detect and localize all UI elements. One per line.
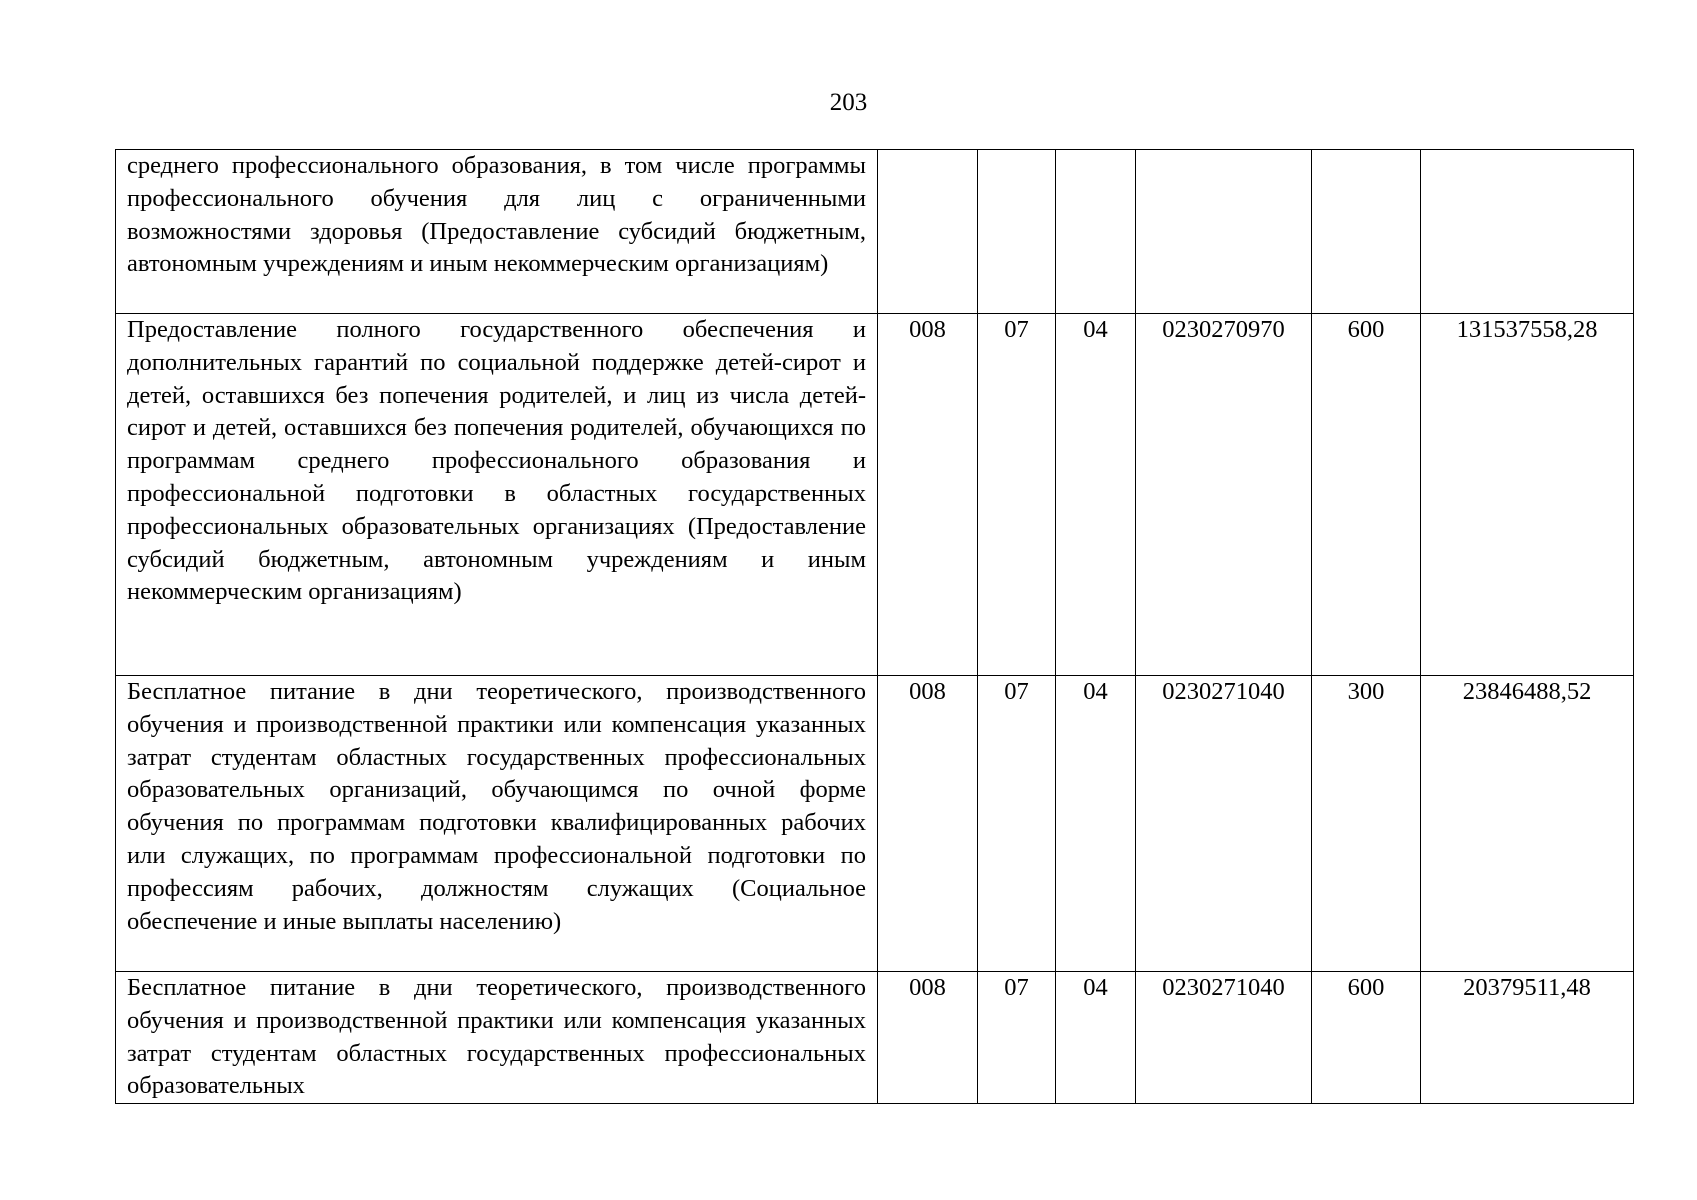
cell-amount: 131537558,28 — [1421, 314, 1634, 676]
cell-code-4: 0230271040 — [1136, 972, 1312, 1104]
cell-code-1 — [878, 150, 978, 314]
table-row — [116, 150, 1634, 314]
cell-code-5: 300 — [1312, 676, 1421, 972]
cell-code-4: 0230270970 — [1136, 314, 1312, 676]
cell-code-2: 07 — [978, 972, 1056, 1104]
row-description: Предоставление полного государственного обеспечения и дополнительных гарантий по социальной поддержке детей-сирот и детей, оставшихся без попечения родителей, и лиц из числа детей-сирот и детей, оставшихся без попечения родителей, обучающихся по программам среднего профессионального образования и профессиональной подготовки в областных государственных профессиональных образовательных организациях (Предоставление субсидий бюджетным, автономным учреждениям и иным некоммерческим организациям) — [116, 314, 878, 676]
row-description: Бесплатное питание в дни теоретического, производственного обучения и производственной практики или компенсация указанных затрат студентам областных государственных профессиональных образовательных — [116, 972, 878, 1104]
cell-code-2 — [978, 150, 1056, 314]
budget-table — [115, 149, 1634, 1104]
cell-code-5: 600 — [1312, 972, 1421, 1104]
cell-code-5: 600 — [1312, 314, 1421, 676]
cell-amount: 23846488,52 — [1421, 676, 1634, 972]
cell-amount: 20379511,48 — [1421, 972, 1634, 1104]
cell-code-3: 04 — [1056, 676, 1136, 972]
page-number: 203 — [829, 89, 868, 116]
table-row — [116, 972, 1634, 1104]
cell-code-2: 07 — [978, 314, 1056, 676]
cell-code-5 — [1312, 150, 1421, 314]
table-row — [116, 676, 1634, 972]
cell-code-1: 008 — [878, 676, 978, 972]
cell-code-2: 07 — [978, 676, 1056, 972]
row-description: среднего профессионального образования, в том числе программы профессионального обучения для лиц с ограниченными возможностями здоровья (Предоставление субсидий бюджетным, автономным учреждениям и иным некоммерческим организациям) — [116, 150, 878, 314]
cell-code-3: 04 — [1056, 314, 1136, 676]
cell-code-1: 008 — [878, 314, 978, 676]
cell-code-3 — [1056, 150, 1136, 314]
row-description: Бесплатное питание в дни теоретического, производственного обучения и производственной практики или компенсация указанных затрат студентам областных государственных профессиональных образовательных организаций, обучающимся по очной форме обучения по программам подготовки квалифицированных рабочих или служащих, по программам профессиональной подготовки по профессиям рабочих, должностям служащих (Социальное обеспечение и иные выплаты населению) — [116, 676, 878, 972]
table-row — [116, 314, 1634, 676]
cell-code-4: 0230271040 — [1136, 676, 1312, 972]
cell-code-1: 008 — [878, 972, 978, 1104]
cell-code-3: 04 — [1056, 972, 1136, 1104]
cell-code-4 — [1136, 150, 1312, 314]
cell-amount — [1421, 150, 1634, 314]
